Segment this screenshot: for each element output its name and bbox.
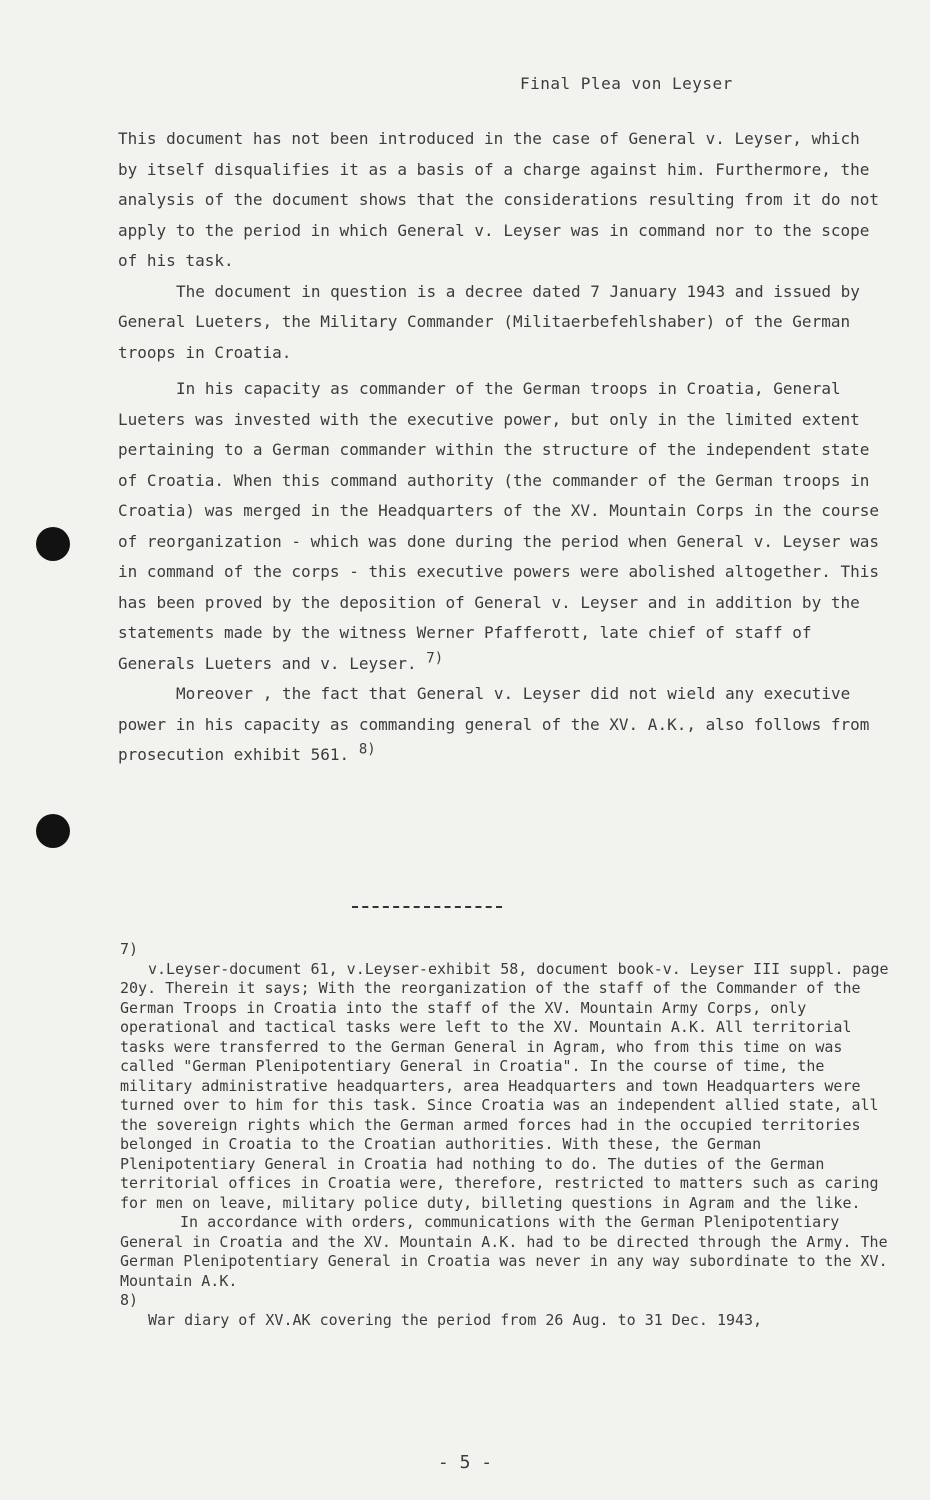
page-header: Final Plea von Leyser bbox=[520, 74, 733, 93]
paragraph-2: The document in question is a decree dated 7 January 1943 and issued by General Lueters, the Military Commander (Militaerbefehlshaber) of the German troops in Croatia. bbox=[118, 281, 860, 362]
main-text bbox=[118, 124, 888, 771]
footnote-7-mark: 7) bbox=[120, 940, 139, 958]
paragraph-3 bbox=[118, 374, 888, 679]
footnote-7-text-continued: In accordance with orders, communications with the German Plenipotentiary General in Croatia and the XV. Mountain A.K. had to be directed through the Army. The German Plenipotentiary General in Croatia was never in any way subordinate to the XV. Mountain A.K. bbox=[120, 1213, 888, 1290]
footnote-8-mark: 8) bbox=[120, 1291, 139, 1309]
punch-hole-bottom bbox=[36, 814, 70, 848]
footnotes bbox=[120, 940, 890, 1330]
footnote-8-text: War diary of XV.AK covering the period from 26 Aug. to 31 Dec. 1943, bbox=[148, 1310, 763, 1329]
footnote-7-text: v.Leyser-document 61, v.Leyser-exhibit 58, document book-v. Leyser III suppl. page 20y. Therein it says; With the reorganization of the staff of the Commander of the German Troops in Croatia into the staff of the XV. Mountain Army Corps, only operational and tactical tasks were left to the XV. Mountain A.K. All territorial tasks were transferred to the German General in Agram, who from this time on was called "German Plenipotentiary General in Croatia". In the course of time, the military administrative headquarters, area Headquarters and town Headquarters were turned over to him for this task. Since Croatia was an independent allied state, all the sovereign rights which the German armed forces had in the occupied territories belonged in Croatia to the Croatian authorities. With these, the German Plenipotentiary General in Croatia had nothing to do. The duties of the German territorial offices in Croatia were, therefore, restricted to matters such as caring for men on leave, military police duty, billeting questions in Agram and the like. bbox=[120, 959, 889, 1212]
footnote-ref-8: 8) bbox=[358, 741, 376, 758]
punch-hole-top bbox=[36, 527, 70, 561]
paragraph-4-text: Moreover , the fact that General v. Leyser did not wield any executive power in his capacity as commanding general of the XV. A.K., also follows from prosecution exhibit 561. bbox=[118, 684, 870, 764]
paragraph-1: This document has not been introduced in the case of General v. Leyser, which by itself disqualifies it as a basis of a charge against him. Furthermore, the analysis of the document shows that the considerations resulting from it do not apply to the period in which General v. Leyser was in command nor to the scope of his task. bbox=[118, 129, 879, 270]
page-number: - 5 - bbox=[437, 1452, 493, 1473]
footnote-separator bbox=[352, 906, 502, 908]
paragraph-3-text: In his capacity as commander of the German troops in Croatia, General Lueters was invested with the executive power, but only in the limited extent pertaining to a German commander within the structure of the independent state of Croatia. When this command authority (the commander of the German troops in Croatia) was merged in the Headquarters of the XV. Mountain Corps in the course of reorganization - which was done during the period when General v. Leyser was in command of the corps - this executive powers were abolished altogether. This has been proved by the deposition of General v. Leyser and in addition by the statements made by the witness Werner Pfafferott, late chief of staff of Generals Lueters and v. Leyser. bbox=[118, 379, 879, 673]
paragraph-4 bbox=[118, 679, 888, 771]
footnote-ref-7: 7) bbox=[426, 650, 444, 667]
